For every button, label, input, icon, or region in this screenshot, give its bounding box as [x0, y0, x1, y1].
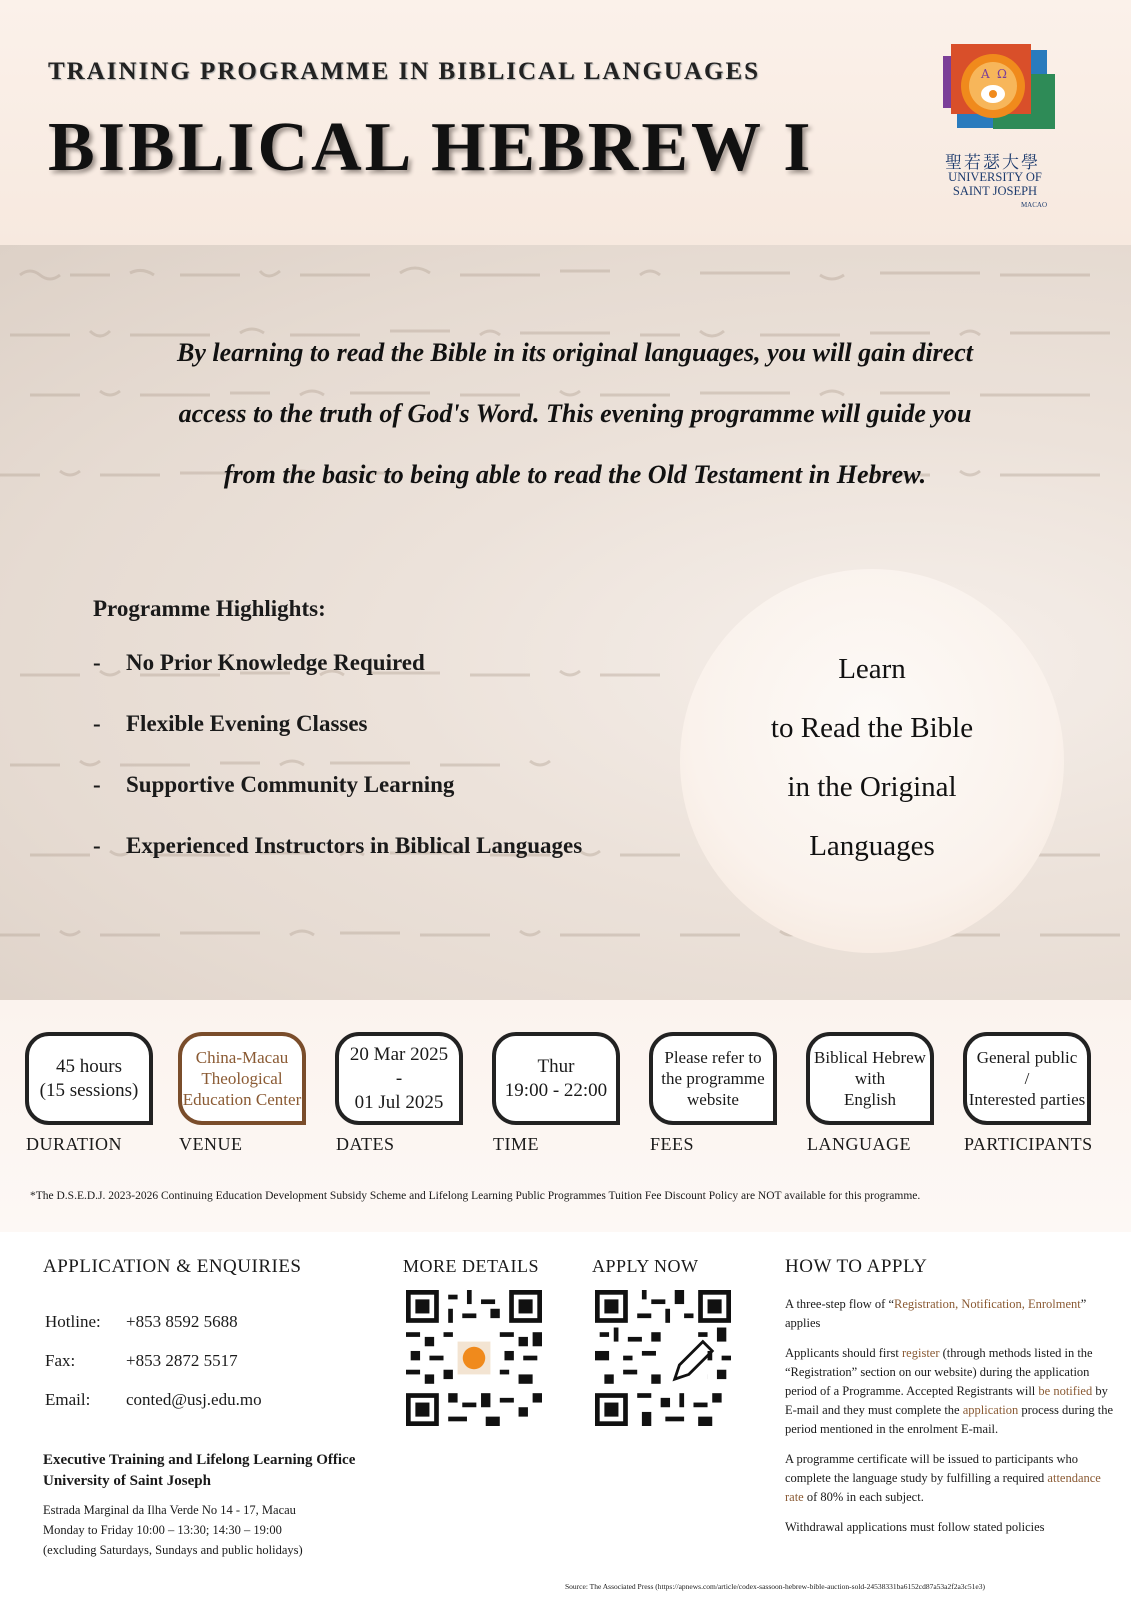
svg-text:A: A: [981, 67, 990, 81]
howto-highlight: attendance rate: [785, 1471, 1101, 1504]
address-line: Estrada Marginal da Ilha Verde No 14 - 17, Macau: [43, 1503, 296, 1517]
office-hours-note: (excluding Saturdays, Sundays and public holidays): [43, 1543, 303, 1557]
card-line: Interested parties: [968, 1090, 1086, 1109]
card-line: 01 Jul 2025: [354, 1091, 444, 1113]
card-line: 20 Mar 2025: [349, 1043, 449, 1065]
office-address: [43, 1500, 303, 1560]
howto-highlight: register: [902, 1346, 940, 1360]
intro-paragraph: [80, 322, 1070, 505]
university-seal-icon: [943, 44, 1055, 134]
venue-label: VENUE: [179, 1134, 243, 1154]
venue-card: [178, 1032, 306, 1125]
duration-label: DURATION: [26, 1134, 122, 1154]
highlight-text: No Prior Knowledge Required: [126, 650, 425, 675]
university-name-line2: SAINT JOSEPH: [952, 184, 1038, 198]
howto-text: ” applies: [785, 1297, 1087, 1330]
card-line: website: [687, 1090, 739, 1109]
callout-text: [680, 640, 1064, 876]
hotline-label: Hotline:: [45, 1312, 101, 1331]
fax-row: [45, 1351, 238, 1371]
list-dash: -: [93, 650, 101, 675]
time-card: [492, 1032, 620, 1125]
email-row: [45, 1390, 262, 1410]
email-link[interactable]: conted@usj.edu.mo: [126, 1390, 262, 1409]
intro-line1: By learning to read the Bible in its original languages, you will gain direct: [177, 338, 973, 367]
list-dash: -: [93, 711, 101, 736]
howto-text: A programme certificate will be issued to participants who complete the language study by fulfilling a required: [785, 1452, 1078, 1485]
programme-subtitle: TRAINING PROGRAMME IN BIBLICAL LANGUAGES: [48, 58, 761, 85]
howto-highlight: Registration, Notification, Enrolment: [894, 1297, 1081, 1311]
intro-line2: access to the truth of God's Word. This evening programme will guide you: [178, 399, 972, 428]
fees-label: FEES: [650, 1134, 695, 1154]
card-line: with: [854, 1069, 886, 1088]
dates-label: DATES: [336, 1134, 395, 1154]
how-to-apply-text: [785, 1295, 1115, 1548]
list-item: [93, 772, 582, 833]
highlight-text: Supportive Community Learning: [126, 772, 455, 797]
participants-card: [963, 1032, 1091, 1125]
howto-text: A three-step flow of “: [785, 1297, 894, 1311]
highlight-text: Flexible Evening Classes: [126, 711, 368, 736]
more-details-qr-icon[interactable]: [406, 1290, 542, 1426]
university-name-chinese: 聖若瑟大學: [945, 153, 1040, 172]
howto-text: by E-mail and they must complete the: [785, 1384, 1108, 1417]
howto-paragraph: [785, 1450, 1115, 1507]
office-line1: Executive Training and Lifelong Learning Office: [43, 1452, 356, 1468]
university-logo: [935, 44, 1065, 214]
card-line: (15 sessions): [39, 1079, 139, 1101]
card-line: Thur: [537, 1055, 575, 1077]
callout-line2: to Read the Bible: [770, 712, 974, 744]
card-line: -: [395, 1067, 403, 1089]
university-name-line1: UNIVERSITY OF: [948, 170, 1042, 184]
apply-now-heading: APPLY NOW: [592, 1256, 699, 1276]
header-band: [0, 0, 1131, 245]
howto-paragraph: Withdrawal applications must follow stated policies: [785, 1520, 1045, 1534]
image-source-credit: Source: The Associated Press (https://apnews.com/article/codex-sassoon-hebrew-bible-auction-sold-24538331ba6152cd87a53a2f2a3c51e3): [565, 1582, 985, 1591]
duration-card: [25, 1032, 153, 1125]
howto-paragraph: [785, 1295, 1115, 1333]
callout-line3: in the Original: [787, 771, 957, 803]
how-to-apply-heading: HOW TO APPLY: [785, 1256, 928, 1277]
subsidy-note: *The D.S.E.D.J. 2023-2026 Continuing Education Development Subsidy Scheme and Lifelong Learning Public Programmes Tuition Fee Discount Policy are NOT available for this programme.: [30, 1190, 921, 1202]
list-item: [93, 711, 582, 772]
email-label: Email:: [45, 1390, 91, 1409]
language-label: LANGUAGE: [807, 1134, 911, 1154]
hotline-row: [45, 1312, 238, 1332]
list-dash: -: [93, 772, 101, 797]
howto-text: of 80% in each subject.: [803, 1490, 924, 1504]
card-line: Please refer to: [664, 1048, 762, 1067]
card-line: Theological: [201, 1069, 283, 1088]
university-name-line3: MACAO: [1020, 201, 1047, 209]
howto-text: (through methods listed in the “Registration” section on our website) during the application period of a Programme. Accepted Registrants will: [785, 1346, 1093, 1398]
howto-highlight: application: [962, 1403, 1019, 1417]
intro-line3: from the basic to being able to read the Old Testament in Hebrew.: [223, 460, 927, 489]
fax-label: Fax:: [45, 1351, 76, 1370]
callout-line1: Learn: [838, 653, 906, 685]
application-heading: APPLICATION & ENQUIRIES: [43, 1256, 302, 1277]
howto-paragraph: [785, 1344, 1115, 1439]
card-line: 19:00 - 22:00: [504, 1079, 608, 1101]
howto-text: process during the period mentioned in the enrolment E-mail.: [785, 1403, 1114, 1436]
card-line: /: [1024, 1069, 1030, 1088]
university-name: [943, 170, 1047, 212]
fees-card: [649, 1032, 777, 1125]
highlight-text: Experienced Instructors in Biblical Languages: [126, 833, 583, 858]
callout-line4: Languages: [809, 830, 935, 862]
card-line: Biblical Hebrew: [814, 1048, 926, 1067]
card-line: the programme: [661, 1069, 765, 1088]
howto-text: Applicants should first: [785, 1346, 903, 1360]
howto-highlight: be notified: [1038, 1384, 1093, 1398]
office-line2: University of Saint Joseph: [43, 1473, 211, 1489]
highlights-title: Programme Highlights:: [93, 596, 326, 621]
card-line: 45 hours: [56, 1055, 122, 1077]
apply-now-qr-icon[interactable]: [595, 1290, 731, 1426]
highlights-list: [93, 650, 582, 894]
course-title: BIBLICAL HEBREW I: [48, 109, 814, 186]
card-line: China-Macau: [195, 1048, 289, 1067]
dates-card: [335, 1032, 463, 1125]
hotline-value: +853 8592 5688: [126, 1312, 238, 1331]
office-name: [43, 1450, 355, 1492]
card-line: English: [844, 1090, 896, 1109]
participants-label: PARTICIPANTS: [964, 1134, 1093, 1154]
list-item: [93, 833, 582, 894]
language-card: [806, 1032, 934, 1125]
time-label: TIME: [493, 1134, 539, 1154]
list-item: [93, 650, 582, 711]
fax-value: +853 2872 5517: [126, 1351, 238, 1370]
svg-text:Ω: Ω: [997, 67, 1007, 81]
list-dash: -: [93, 833, 101, 858]
office-hours: Monday to Friday 10:00 – 13:30; 14:30 – 19:00: [43, 1523, 282, 1537]
more-details-heading: MORE DETAILS: [403, 1256, 540, 1276]
card-line: General public: [976, 1048, 1078, 1067]
card-line: Education Center: [182, 1090, 302, 1109]
